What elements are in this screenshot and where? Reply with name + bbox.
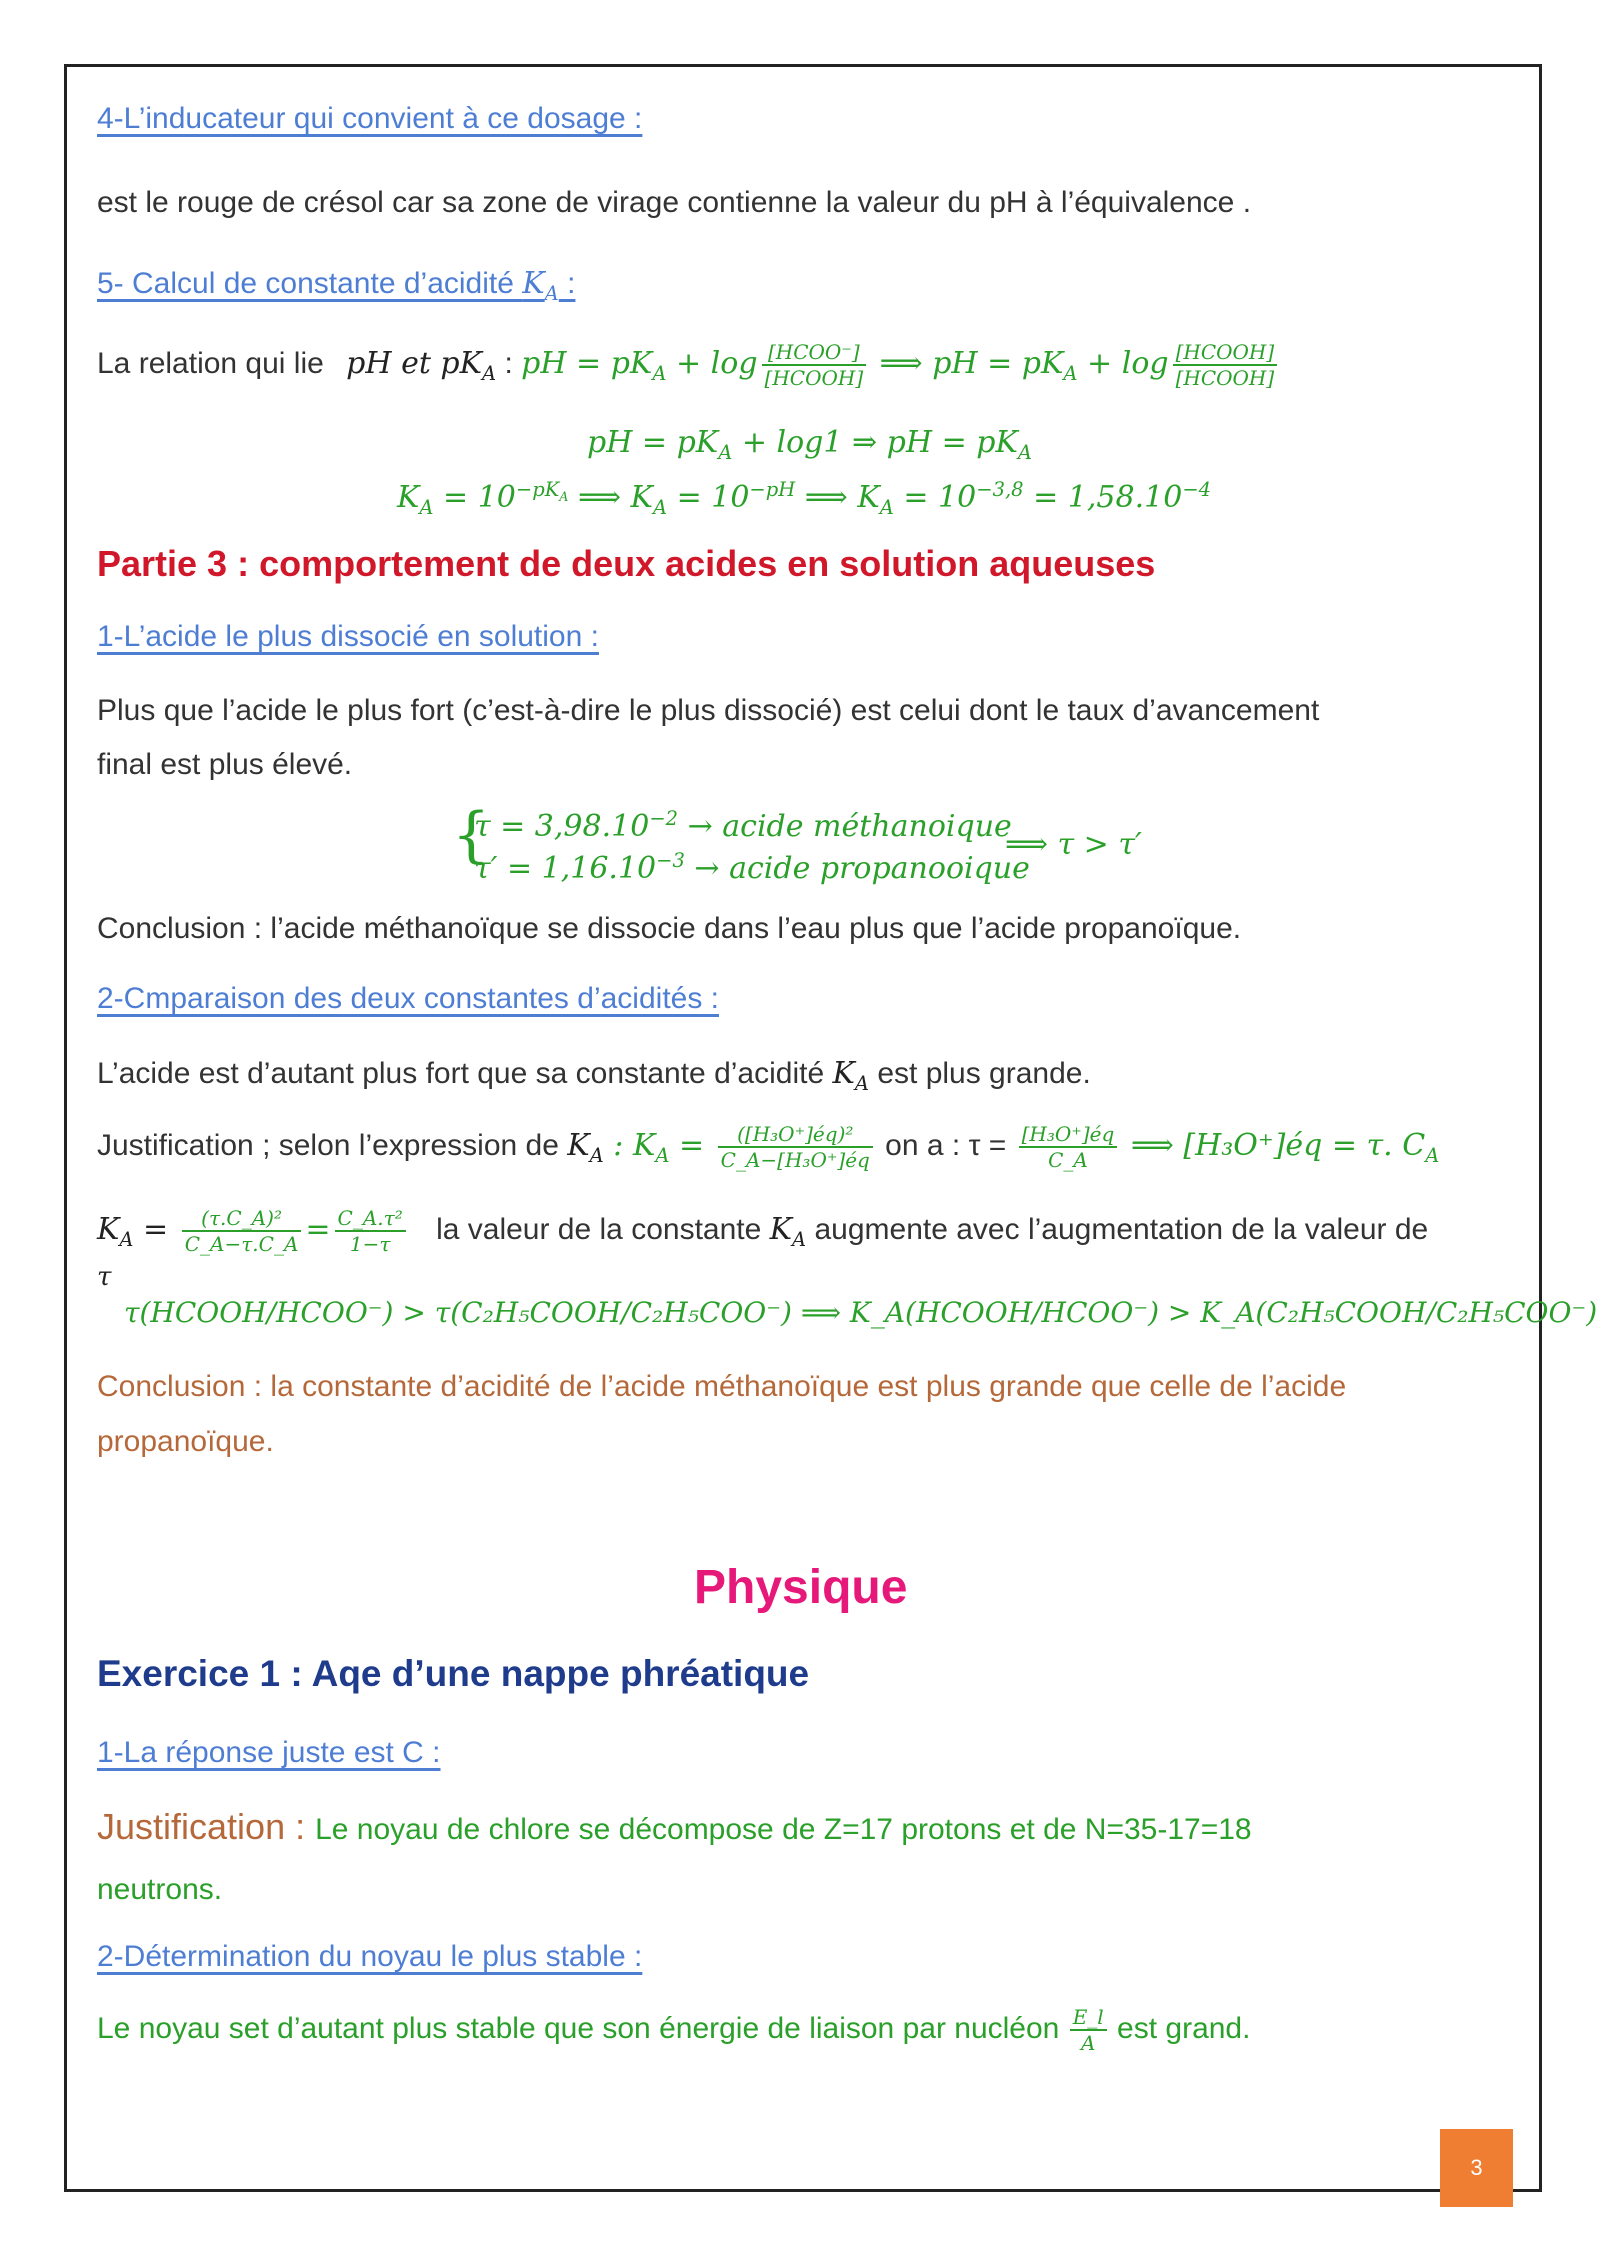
frac2-denominator: [HCOOH]	[1175, 366, 1275, 390]
partie3-q1-text-line1: Plus que l’acide le plus fort (c’est-à-dire le plus dissocié) est celui dont le taux d’avancement	[97, 694, 1320, 727]
tau-alone: τ	[97, 1262, 112, 1292]
frac1-numerator: [HCOO⁻]	[762, 340, 867, 366]
tau-line-1: $\tau = 3,98.10^{-2}$ → acide méthanoique	[474, 807, 1012, 844]
partie3-q1-heading: 1-L’acide le plus dissocié en solution :	[97, 620, 599, 653]
relation-line: La relation qui lie pH et $pK_A$ : pH = $pK_A + \log$ [HCOO⁻] [HCOOH] ⟹ pH = $pK_A + \log$ [HCOOH] [HCOOH]	[97, 340, 1281, 390]
ex1-q2-heading: 2-Détermination du noyau le plus stable :	[97, 1940, 643, 1973]
page-number-badge: 3	[1440, 2129, 1513, 2207]
ka-frac-numerator: ([H₃O⁺]éq)²	[718, 1122, 873, 1148]
brace-icon: {	[452, 800, 491, 870]
section-4-text: est le rouge de crésol car sa zone de virage contienne la valeur du pH à l’équivalence .	[97, 186, 1252, 219]
equation-line-3: $K_A = 10^{-pK_A}$ ⟹ $K_A = 10^{-pH}$ ⟹ $K_A = 10^{-3,8} = 1,58.10^{-4}$	[397, 478, 1212, 519]
ex1-justification-line: Justification : Le noyau de chlore se décompose de Z=17 protons et de N=35-17=18	[97, 1806, 1252, 1847]
section-5-heading-text: 5- Calcul de constante d’acidité	[97, 267, 523, 300]
tau-frac-denominator: C_A	[1048, 1148, 1088, 1172]
equation-line-2: pH = $pK_A + \log 1$ ⇒ pH = $pK_A$	[587, 425, 1032, 464]
justification-line: Justification ; selon l’expression de $K_A$ : $K_A$ = $\frac{\text{([H₃O⁺]éq)²}}{\text{C\_A−[H₃O⁺]éq}}$ on a : τ = $\frac{\text{[H₃O⁺]éq}}{C\_A}$ ⟹ [H₃O⁺]éq = τ. $C_A$	[97, 1122, 1440, 1172]
relation-equation: pH = $pK_A + \log$ [HCOO⁻] [HCOOH] ⟹ pH = $pK_A + \log$ [HCOOH] [HCOOH]	[521, 346, 1281, 381]
section-5-heading	[97, 266, 575, 305]
frac2-numerator: [HCOOH]	[1173, 340, 1278, 366]
frac1-denominator: [HCOOH]	[764, 366, 864, 390]
tau-line-2: $\tau' = 1,16.10^{-3}$ → acide propanooique	[474, 849, 1030, 886]
partie3-conclusion-line2: propanoïque.	[97, 1425, 274, 1458]
justification-label: Justification :	[97, 1806, 316, 1847]
tau-frac-numerator: [H₃O⁺]éq	[1019, 1122, 1118, 1148]
physique-title: Physique	[694, 1561, 908, 1614]
partie3-q1-text-line2: final est plus élevé.	[97, 748, 353, 781]
section-4-heading: 4-L’inducateur qui convient à ce dosage :	[97, 102, 643, 135]
partie3-q1-conclusion: Conclusion : l’acide méthanoïque se dissocie dans l’eau plus que l’acide propanoïque.	[97, 912, 1242, 945]
ka-expression-line: $K_A$ = $\frac{\text{(τ.C\_A)²}}{C\_A-\tau.C\_A}$ = $\frac{\text{C\_A.τ²}}{1-\tau}$ la valeur de la constante $K_A$ augmente avec l’augmentation de la valeur de	[97, 1206, 1429, 1256]
tau-result: ⟹ τ > τ′	[1005, 827, 1142, 862]
ex1-q1-heading: 1-La réponse juste est C :	[97, 1736, 441, 1769]
partie3-conclusion-line1: Conclusion : la constante d’acidité de l’acide méthanoïque est plus grande que celle de l’acide	[97, 1370, 1347, 1403]
section-5-heading-suffix: :	[558, 267, 576, 300]
relation-label: La relation qui lie	[97, 347, 324, 380]
tau-compare-line: τ(HCOOH/HCOO⁻) > τ(C₂H₅COOH/C₂H₅COO⁻) ⟹ K_A(HCOOH/HCOO⁻) > K_A(C₂H₅COOH/C₂H₅COO⁻)	[124, 1296, 1598, 1329]
ka-symbol: $K_A$	[522, 266, 559, 305]
ka-frac-denominator: C_A−[H₃O⁺]éq	[720, 1148, 870, 1172]
partie-3-title: Partie 3 : comportement de deux acides en solution aqueuses	[97, 543, 1156, 584]
ex1-q2-text: Le noyau set d’autant plus stable que son énergie de liaison par nucléon $\frac{E\_l}{A}$ est grand.	[97, 2005, 1251, 2055]
ex1-justification-line2: neutrons.	[97, 1873, 223, 1906]
relation-vars: pH et $pK_A$	[346, 346, 497, 385]
partie3-q2-text: L’acide est d’autant plus fort que sa constante d’acidité $K_A$ est plus grande.	[97, 1056, 1091, 1095]
partie3-q2-heading: 2-Cmparaison des deux constantes d’acidités :	[97, 982, 720, 1015]
exercice-1-title: Exercice 1 : Aqe d’une nappe phréatique	[97, 1653, 810, 1694]
